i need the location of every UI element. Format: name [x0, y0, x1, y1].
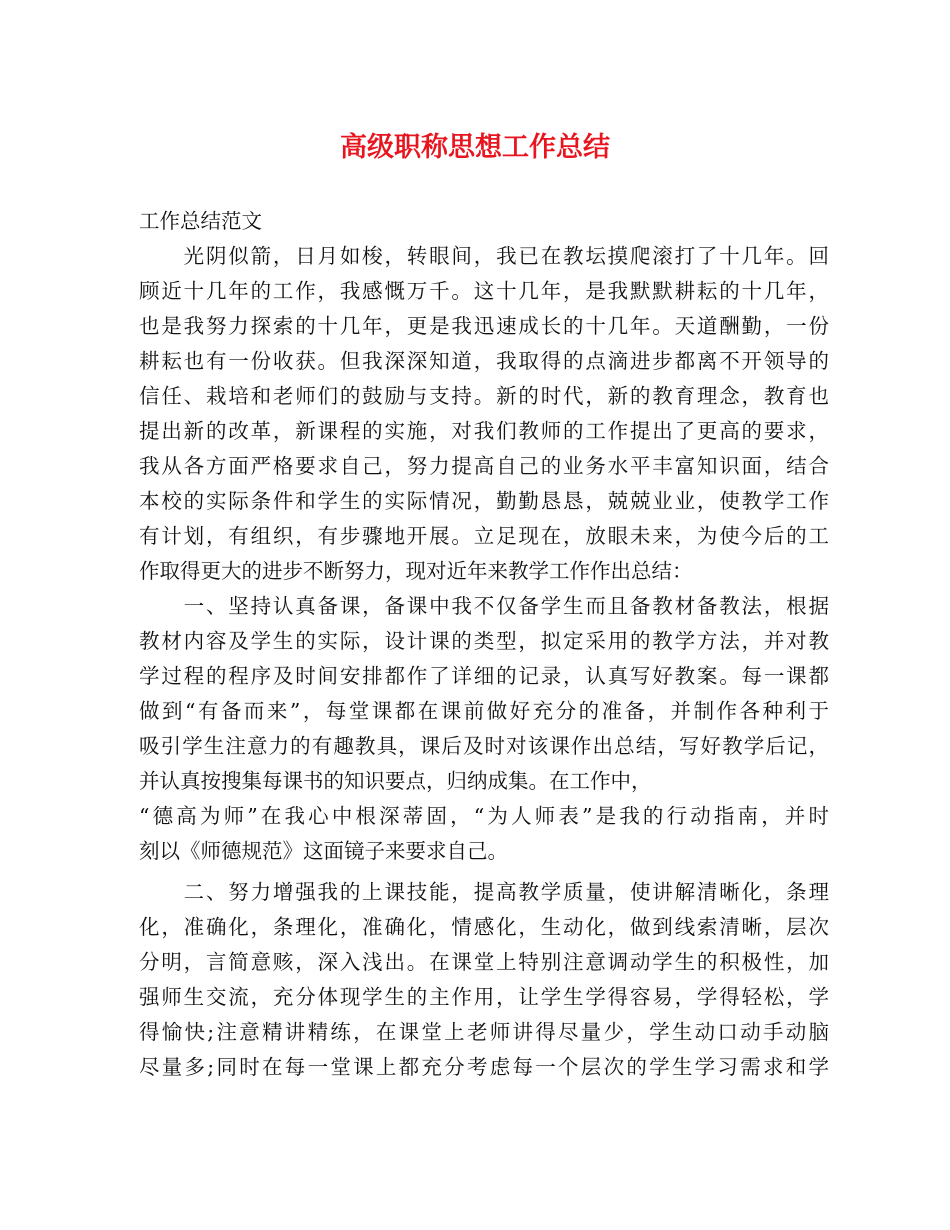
paragraph-line: 二、努力增强我的上课技能，提高教学质量，使讲解清晰化，条理	[139, 880, 829, 904]
paragraph-line: 一、坚持认真备课，备课中我不仅备学生而且备教材备教法，根据	[139, 594, 829, 618]
paragraph-section-one	[139, 589, 829, 869]
document-body	[139, 204, 829, 1085]
paragraph-line: 刻以《师德规范》这面镜子来要求自己。	[139, 839, 508, 863]
document-title: 高级职称思想工作总结	[340, 132, 610, 163]
paragraph-line: 做到“有备而来”，每堂课都在课前做好充分的准备，并制作各种利于	[139, 699, 829, 723]
paragraph-line: 化，准确化，条理化，准确化，情感化，生动化，做到线索清晰，层次	[139, 915, 829, 939]
paragraph-line: 顾近十几年的工作，我感慨万千。这十几年，是我默默耕耘的十几年，	[139, 279, 829, 303]
paragraph-line: 也是我努力探索的十几年，更是我迅速成长的十几年。天道酬勤，一份	[139, 314, 829, 338]
paragraph-line: 尽量多;同时在每一堂课上都充分考虑每一个层次的学生学习需求和学	[139, 1055, 829, 1079]
paragraph-line: “德高为师”在我心中根深蒂固，“为人师表”是我的行动指南，并时	[139, 804, 829, 828]
paragraph-intro	[139, 239, 829, 589]
document-subtitle: 工作总结范文	[139, 209, 262, 233]
paragraph-line: 得愉快;注意精讲精练，在课堂上老师讲得尽量少，学生动口动手动脑	[139, 1020, 829, 1044]
paragraph-line: 光阴似箭，日月如梭，转眼间，我已在教坛摸爬滚打了十几年。回	[139, 244, 829, 268]
paragraph-line: 强师生交流，充分体现学生的主作用，让学生学得容易，学得轻松，学	[139, 985, 829, 1009]
paragraph-line: 教材内容及学生的实际，设计课的类型，拟定采用的教学方法，并对教	[139, 629, 829, 653]
paragraph-line: 本校的实际条件和学生的实际情况，勤勤恳恳，兢兢业业，使教学工作	[139, 489, 829, 513]
paragraph-line: 学过程的程序及时间安排都作了详细的记录，认真写好教案。每一课都	[139, 664, 829, 688]
paragraph-line: 耕耘也有一份收获。但我深深知道，我取得的点滴进步都离不开领导的	[139, 349, 829, 373]
paragraph-line: 提出新的改革，新课程的实施，对我们教师的工作提出了更高的要求，	[139, 419, 829, 443]
paragraph-line: 分明，言简意赅，深入浅出。在课堂上特别注意调动学生的积极性，加	[139, 950, 829, 974]
paragraph-line: 信任、栽培和老师们的鼓励与支持。新的时代，新的教育理念，教育也	[139, 384, 829, 408]
paragraph-line: 有计划，有组织，有步骤地开展。立足现在，放眼未来，为使今后的工	[139, 524, 829, 548]
paragraph-line: 吸引学生注意力的有趣教具，课后及时对该课作出总结，写好教学后记，	[139, 734, 829, 758]
paragraph-section-two	[139, 875, 829, 1085]
paragraph-line: 并认真按搜集每课书的知识要点，归纳成集。在工作中，	[139, 769, 652, 793]
paragraph-line: 我从各方面严格要求自己，努力提高自己的业务水平丰富知识面，结合	[139, 454, 829, 478]
paragraph-line: 作取得更大的进步不断努力，现对近年来教学工作作出总结：	[139, 559, 693, 583]
